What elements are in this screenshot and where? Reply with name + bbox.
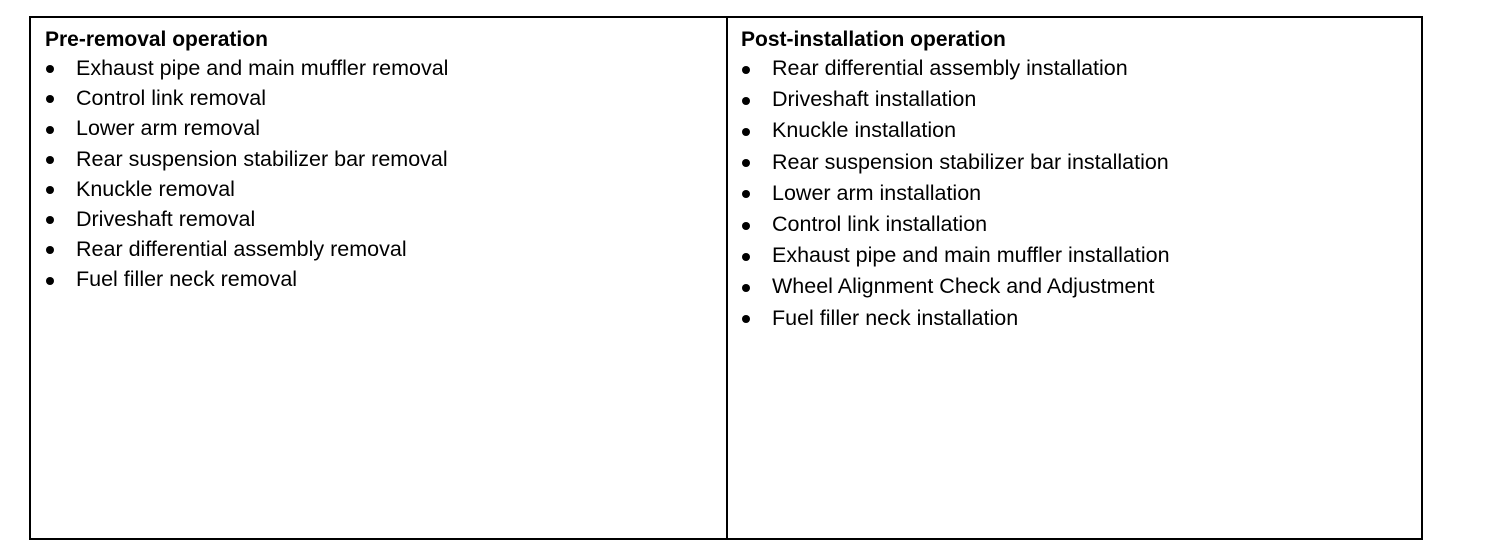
bullet-icon [742,190,750,198]
pre-removal-item [45,234,726,264]
bullet-icon [742,66,750,74]
post-installation-item [741,303,1421,334]
post-installation-item [741,147,1421,178]
bullet-icon [46,186,54,194]
post-installation-item-label: Rear differential assembly installation [772,56,1128,80]
post-installation-item-label: Rear suspension stabilizer bar installation [772,149,1169,174]
bullet-icon [742,315,750,323]
bullet-icon [46,65,54,73]
pre-removal-item-label: Exhaust pipe and main muffler removal [76,56,449,80]
bullet-icon [742,97,750,105]
post-installation-item [741,53,1421,84]
bullet-icon [46,277,54,285]
pre-removal-item [45,174,726,204]
post-installation-item [741,240,1421,271]
post-installation-item-label: Fuel filler neck installation [772,305,1019,330]
post-installation-item [741,271,1421,302]
bullet-icon [46,246,54,254]
pre-removal-heading: Pre-removal operation [45,28,268,51]
pre-removal-item-label: Rear suspension stabilizer bar removal [76,146,448,171]
pre-removal-item-label: Fuel filler neck removal [76,267,298,292]
bullet-icon [46,126,54,134]
pre-removal-item [45,83,726,113]
post-installation-item-label: Wheel Alignment Check and Adjustment [772,274,1155,299]
post-installation-item-label: Lower arm installation [772,180,982,205]
post-installation-column [728,18,1421,538]
post-installation-item [741,178,1421,209]
post-installation-item-label: Exhaust pipe and main muffler installation [772,243,1170,268]
pre-removal-item [45,113,726,143]
operations-table [29,16,1423,540]
bullet-icon [46,216,54,224]
pre-removal-item [45,204,726,234]
bullet-icon [742,159,750,167]
bullet-icon [46,95,54,103]
post-installation-item [741,209,1421,240]
pre-removal-item-label: Driveshaft removal [76,207,256,232]
pre-removal-item-label: Lower arm removal [76,116,260,141]
bullet-icon [742,284,750,292]
post-installation-item-label: Driveshaft installation [772,87,977,112]
post-installation-item [741,115,1421,146]
post-installation-item-label: Knuckle installation [772,118,957,143]
pre-removal-item-label: Rear differential assembly removal [76,237,407,262]
pre-removal-item [45,144,726,174]
post-installation-item [741,84,1421,115]
pre-removal-item-label: Control link removal [76,86,266,111]
pre-removal-list [45,53,726,295]
bullet-icon [46,156,54,164]
pre-removal-item [45,53,726,83]
bullet-icon [742,253,750,261]
post-installation-item-label: Control link installation [772,212,988,237]
bullet-icon [742,222,750,230]
post-installation-heading: Post-installation operation [741,28,1006,51]
bullet-icon [742,128,750,136]
pre-removal-item [45,264,726,294]
pre-removal-column [31,18,728,538]
pre-removal-item-label: Knuckle removal [76,176,235,201]
post-installation-list [741,53,1421,334]
